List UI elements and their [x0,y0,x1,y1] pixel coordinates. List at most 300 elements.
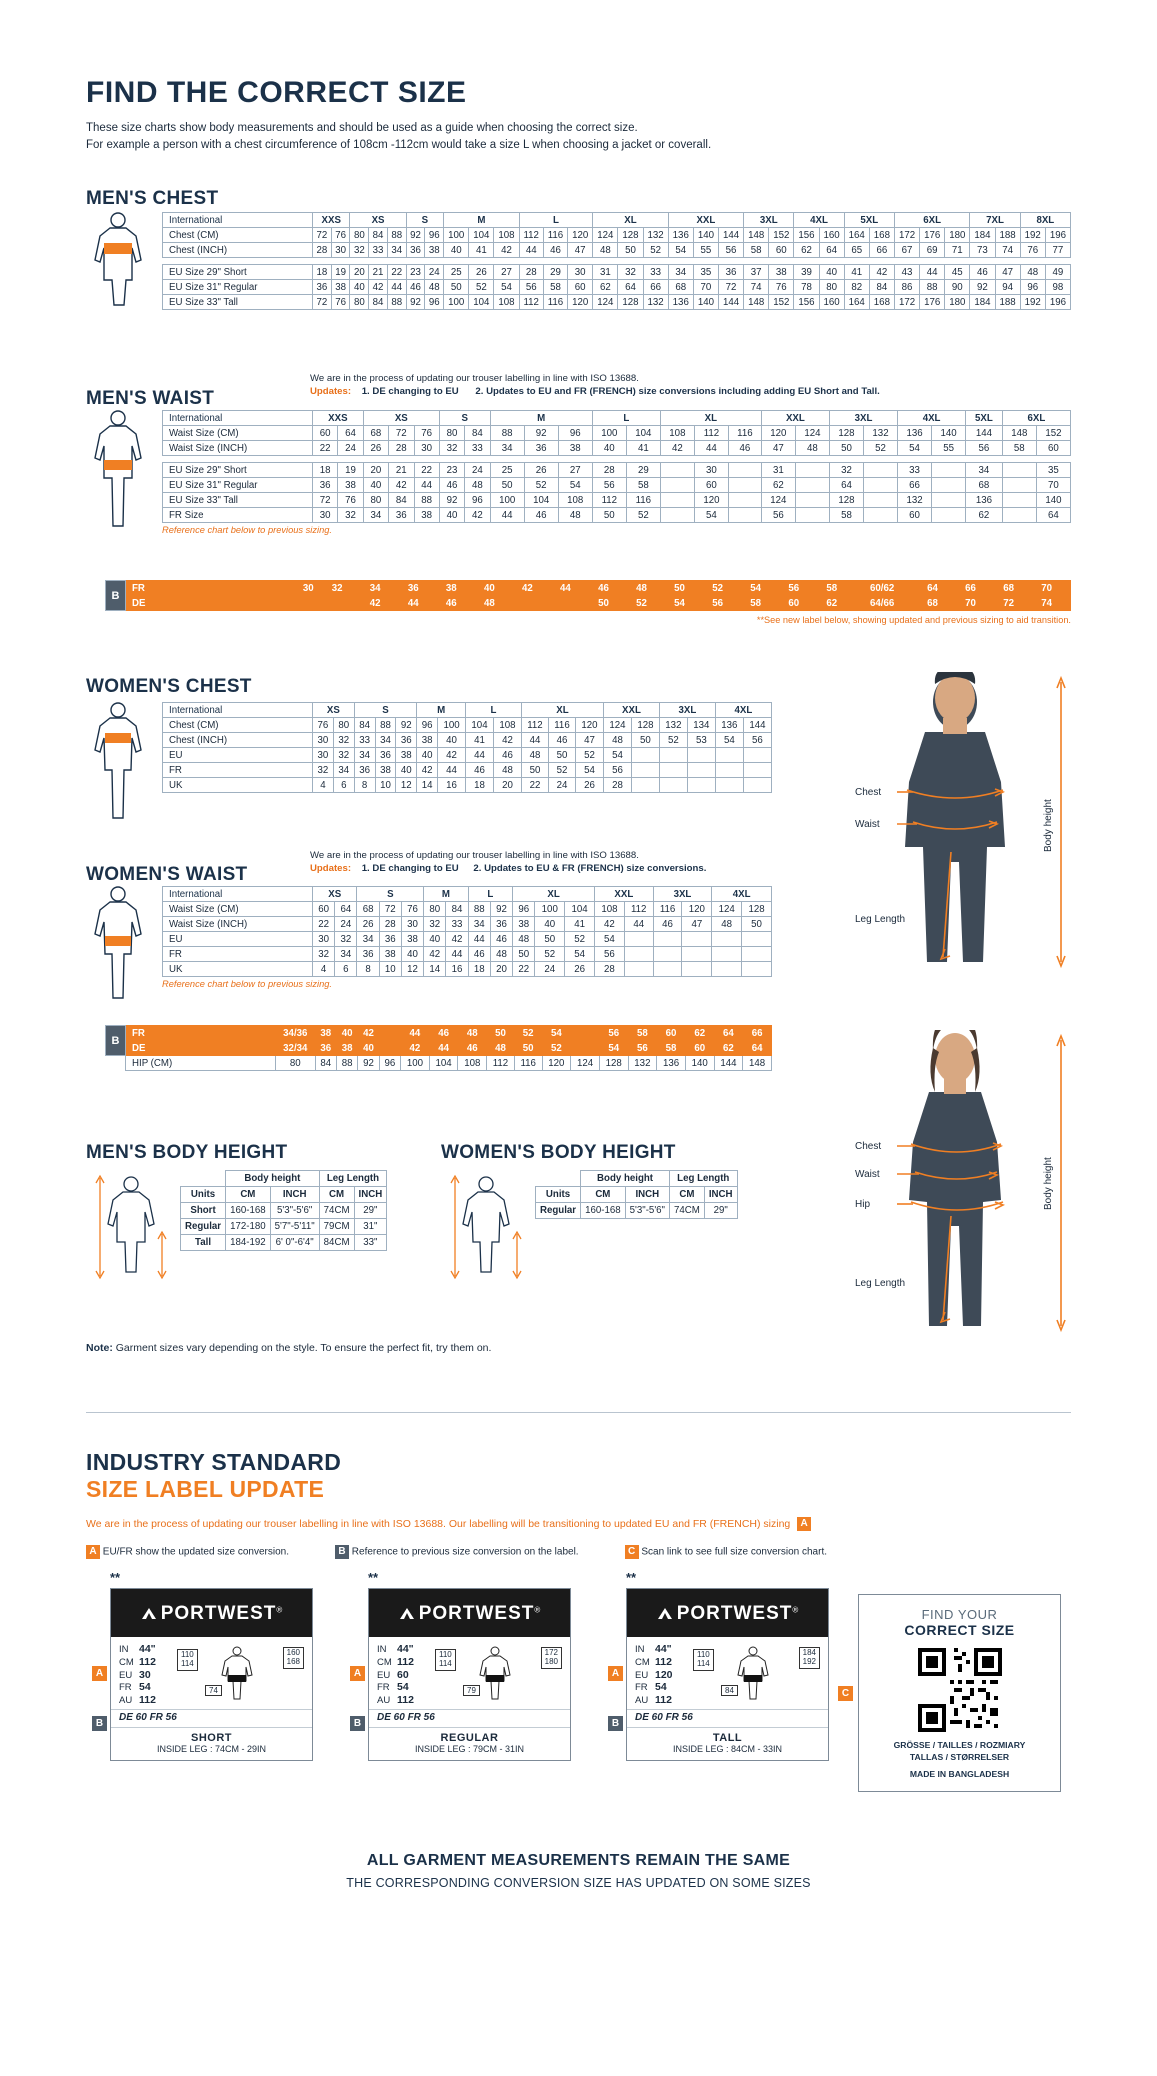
previous-sizing-row [106,596,1071,611]
table-cell: 52 [659,733,687,748]
table-cell: 29 [626,463,660,478]
industry-key-tag: B [335,1545,349,1559]
label-code-row [635,1643,693,1656]
table-cell: 42 [389,478,414,493]
row-label: FR [163,763,313,778]
table-cell: 136 [657,1056,686,1071]
table-cell: 35 [693,265,718,280]
table-cell: 108 [595,902,625,917]
label-code-row [119,1694,177,1707]
table-cell: 27 [558,463,592,478]
table-cell [390,596,399,611]
table-cell: 160-168 [581,1203,626,1219]
table-cell: 124 [712,902,742,917]
table-cell: 132 [659,718,687,733]
table-cell: 128 [742,902,772,917]
table-cell: 80 [333,718,354,733]
table-cell [624,947,653,962]
label-code-value: 44" [655,1643,672,1655]
table-cell: 144 [718,295,743,310]
table-cell: 40 [401,947,423,962]
table-cell: 54 [494,280,519,295]
womens-waist-ref-note: Reference chart below to previous sizing. [162,979,333,989]
row-label: Waist Size (CM) [163,426,313,441]
label-code-value: 112 [655,1655,672,1668]
table-cell [551,596,580,611]
label-stars: ** [110,1570,121,1585]
table-cell: 74 [1032,596,1061,611]
table-cell: 68 [363,426,388,441]
label-code-value: 112 [655,1694,672,1707]
table-cell: 34/36 [276,1026,316,1041]
table-cell: 72 [379,902,401,917]
table-cell: 104 [429,1056,458,1071]
table-cell: 108 [660,426,694,441]
table-cell: 12 [401,962,423,977]
table-cell [682,932,712,947]
table-cell: 92 [396,718,417,733]
label-tag-b: B [92,1716,107,1731]
table-header-cell: 4XL [712,887,772,902]
table-cell: 108 [494,228,519,243]
table-cell: 168 [869,295,894,310]
table-cell: 32 [313,947,335,962]
table-row [181,1203,387,1219]
previous-sizing-row [106,1041,772,1056]
table-row [163,441,1071,456]
table-cell [656,596,665,611]
label-code-key: AU [635,1695,649,1707]
table-row [163,763,772,778]
label-code-key: EU [635,1669,649,1681]
intro-line-1: These size charts show body measurements and should be used as a guide when choosing the correct size. [86,122,638,134]
table-cell: 52 [626,508,660,523]
table-cell: 69 [920,243,945,258]
table-cell: 58 [628,1026,657,1041]
hip-row [106,1056,772,1071]
industry-desc-tag: A [797,1517,811,1531]
table-cell [985,581,994,596]
table-cell [504,596,513,611]
table-cell: 30 [401,917,423,932]
table-cell: 74 [995,243,1020,258]
bottom-line-2: THE CORRESPONDING CONVERSION SIZE HAS UPDATED ON SOME SIZES [346,1876,811,1890]
table-row [163,280,1071,295]
table-cell: 41 [626,441,660,456]
table-cell: 58 [626,478,660,493]
portwest-logo-icon [141,1608,157,1620]
table-cell: 31 [593,265,618,280]
label-code-value: 30 [139,1668,151,1681]
womens-waist-update-note [310,850,772,874]
womens-chest-section [86,676,686,698]
label-code-value: 44" [397,1643,414,1655]
table-cell: 46 [490,932,512,947]
table-header-cell: XXS [313,213,350,228]
table-cell: 80 [350,228,369,243]
table-cell: 84CM [319,1235,354,1251]
table-header-row [181,1187,387,1203]
table-cell [352,581,361,596]
table-row [163,718,772,733]
womens-height-figure [447,1172,525,1282]
table-cell [932,493,966,508]
row-label: HIP (CM) [126,1056,276,1071]
table-cell: 5'3"-5'6" [625,1203,669,1219]
table-cell: 48 [795,441,829,456]
table-spacer-row [163,258,1071,265]
table-cell: 84 [465,426,490,441]
table-cell: 24 [548,778,575,793]
table-header-cell: Leg Length [319,1171,387,1187]
table-cell: 38 [336,1041,357,1056]
table-cell: 76 [769,280,794,295]
portwest-logo-icon [657,1608,673,1620]
table-cell: 148 [744,295,769,310]
table-cell: 44 [521,733,548,748]
table-header-cell: L [519,213,593,228]
table-cell: 44 [438,763,466,778]
table-cell: 64 [338,426,363,441]
table-cell: 120 [568,295,593,310]
qr-code-icon[interactable] [918,1648,1002,1732]
row-label: EU [163,748,313,763]
label-code-value: 112 [397,1694,414,1707]
table-cell: 36 [313,280,332,295]
table-header-cell: S [406,213,443,228]
row-label: Regular [536,1203,581,1219]
female-model-illustration [855,1030,1075,1340]
table-cell: 112 [519,228,543,243]
table-cell: 38 [331,280,350,295]
table-header-cell: XS [313,887,357,902]
table-cell: 64 [918,581,947,596]
table-cell: 34 [333,763,354,778]
table-cell: 124 [795,426,829,441]
table-cell [947,596,956,611]
table-cell [513,596,542,611]
table-cell: 46 [653,917,682,932]
table-cell: 84 [869,280,894,295]
table-cell: 60 [313,902,335,917]
table-cell: 36 [379,932,401,947]
table-cell: 14 [417,778,438,793]
table-cell: 108 [494,295,519,310]
table-cell: 32 [618,265,643,280]
table-cell: 92 [406,228,425,243]
table-cell: 62 [966,508,1003,523]
table-cell [947,581,956,596]
table-cell [631,778,659,793]
table-cell: 44 [387,280,406,295]
table-cell: 22 [414,463,439,478]
table-cell: 46 [970,265,995,280]
table-cell: 66 [869,243,894,258]
table-cell [285,581,294,596]
table-cell: 44 [401,1026,430,1041]
table-cell: 168 [869,228,894,243]
table-cell: 116 [543,295,567,310]
label-box-right: 184 192 [799,1647,820,1669]
table-cell: 124 [761,493,795,508]
table-cell: 40 [417,748,438,763]
table-cell: 46 [406,280,425,295]
table-header-cell: INCH [704,1187,737,1203]
table-cell: 34 [966,463,1003,478]
mens-waist-heading: MEN'S WAIST [86,388,215,409]
table-header-cell: S [439,411,490,426]
label-code-row [377,1681,435,1694]
male-chest-label: Chest [855,787,882,798]
table-cell: 32 [323,581,352,596]
table-cell: 160-168 [226,1203,271,1219]
table-cell: 56 [718,243,743,258]
table-cell: 54 [595,932,625,947]
male-torso-icon [86,210,150,315]
label-code-key: EU [119,1669,133,1681]
table-cell [932,508,966,523]
table-cell: 108 [458,1056,487,1071]
male-waist-label: Waist [855,819,880,830]
table-cell: 32 [829,463,863,478]
table-cell [846,581,855,596]
table-header-cell: CM [319,1187,354,1203]
table-cell: 152 [1036,426,1070,441]
table-cell: 54 [558,478,592,493]
table-header-cell: 8XL [1020,213,1070,228]
table-cell: 46 [458,1041,487,1056]
table-cell: 116 [728,426,761,441]
table-cell: 41 [565,917,595,932]
table-cell: 52 [524,478,558,493]
table-cell: 92 [406,295,425,310]
table-cell: 60 [769,243,794,258]
table-cell: 42 [494,733,522,748]
table-cell: 124 [593,295,618,310]
table-cell [618,581,627,596]
table-cell: 148 [1002,426,1036,441]
table-cell [863,478,897,493]
table-cell: 32 [333,748,354,763]
table-cell [428,596,437,611]
table-cell: 136 [966,493,1003,508]
units-label: Units [536,1187,581,1203]
table-cell: 38 [417,733,438,748]
table-cell: 96 [465,493,490,508]
table-cell [660,463,694,478]
table-cell: 6' 0"-6'4" [270,1235,319,1251]
table-cell: 60 [568,280,593,295]
table-cell: 38 [558,441,592,456]
table-cell: 54 [576,763,604,778]
table-cell: 72 [389,426,414,441]
table-cell: 144 [714,1056,743,1071]
table-cell: 25 [490,463,524,478]
table-cell: 8 [354,778,375,793]
qr-block [841,1594,1061,1792]
male-model-illustration [855,672,1075,972]
table-cell: 64 [618,280,643,295]
table-cell: 36 [490,917,512,932]
table-header-cell: International [163,213,313,228]
table-cell: 120 [568,228,593,243]
table-cell: 48 [593,243,618,258]
womens-chest-table-wrap [162,702,772,793]
table-cell: 29 [543,265,567,280]
table-header-row [536,1187,738,1203]
table-cell: 16 [438,778,466,793]
womens-waist-figure [86,884,150,1009]
womens-waist-update-1: 1. DE changing to EU [361,863,459,874]
table-cell: 40 [439,508,464,523]
table-cell: 32 [424,917,446,932]
table-cell: 64 [1036,508,1070,523]
table-cell: 50 [829,441,863,456]
table-cell: 60 [1036,441,1070,456]
table-header-cell: 4XL [715,703,771,718]
table-cell: 50 [535,932,565,947]
table-cell: 26 [576,778,604,793]
table-cell: 48 [487,1041,515,1056]
table-cell [932,463,966,478]
table-cell: 192 [1020,228,1045,243]
table-cell: 40 [444,243,469,258]
garment-note [86,1342,886,1354]
table-cell: 77 [1045,243,1070,258]
table-cell: 36 [313,478,338,493]
table-cell: 54 [599,1041,628,1056]
industry-key-text: Reference to previous size conversion on the label. [351,1546,579,1558]
table-row [181,1235,387,1251]
table-cell: 134 [687,718,715,733]
mens-chest-section [86,188,1071,210]
table-cell: 24 [465,463,490,478]
table-cell: 30 [313,508,338,523]
table-cell: 42 [869,265,894,280]
table-header-row [536,1171,738,1187]
table-cell: 66 [643,280,668,295]
table-cell: 12 [396,778,417,793]
table-cell: 60 [694,478,728,493]
table-cell [712,947,742,962]
female-body-height-label: Body height [1043,1157,1054,1210]
table-cell: 90 [945,280,970,295]
table-cell: 116 [514,1056,542,1071]
male-waist-icon [86,408,150,538]
previous-sizing-tag: B [106,581,126,611]
table-cell: 92 [970,280,995,295]
table-cell: 128 [631,718,659,733]
table-cell: 48 [458,1026,487,1041]
table-cell [1061,596,1070,611]
label-box-left: 110 114 [693,1649,714,1671]
table-cell: 80 [819,280,844,295]
table-cell: 40 [358,1041,379,1056]
label-code-row [119,1643,177,1656]
table-cell: 68 [966,478,1003,493]
table-cell: 26 [524,463,558,478]
table-cell [656,581,665,596]
table-cell: 52 [469,280,494,295]
label-code-value: 112 [139,1694,156,1707]
table-cell: 156 [794,228,819,243]
table-cell: 74CM [670,1203,705,1219]
table-cell: 160 [819,295,844,310]
table-cell: 76 [414,426,439,441]
table-cell [795,508,829,523]
table-cell: 18 [468,962,490,977]
table-header-cell: CM [226,1187,271,1203]
table-cell: 140 [1036,493,1070,508]
table-cell: 52 [863,441,897,456]
table-cell: 136 [668,228,693,243]
table-row [163,508,1071,523]
table-cell: 40 [535,917,565,932]
table-cell: 18 [313,463,338,478]
table-cell: 47 [576,733,604,748]
label-code-row [635,1656,693,1669]
table-cell [808,596,817,611]
table-cell: 148 [744,228,769,243]
table-cell: 48 [425,280,444,295]
table-cell [728,508,761,523]
table-cell: 44 [399,596,428,611]
table-cell: 80 [363,493,388,508]
table-header-cell: CM [581,1187,626,1203]
table-cell: 34 [490,441,524,456]
table-cell: 140 [693,228,718,243]
female-hip-label: Hip [855,1199,871,1210]
table-cell: 62 [817,596,846,611]
table-cell: 120 [682,902,712,917]
table-cell: 72 [313,228,332,243]
table-header-cell: International [163,703,313,718]
row-label: UK [163,778,313,793]
table-cell: 56 [628,1041,657,1056]
label-code-key: CM [377,1656,392,1668]
table-cell: 76 [313,718,334,733]
table-cell: 20 [363,463,388,478]
table-cell: 44 [429,1041,458,1056]
table-cell: 56 [603,763,631,778]
label-fit: SHORT [191,1731,232,1744]
label-code-value: 120 [655,1668,673,1681]
table-cell: 55 [693,243,718,258]
table-header-cell: L [592,411,660,426]
table-cell: 92 [439,493,464,508]
table-cell: 54 [565,947,595,962]
bottom-line-1: ALL GARMENT MEASUREMENTS REMAIN THE SAME [366,1852,791,1869]
table-cell [1002,493,1036,508]
table-cell: 192 [1020,295,1045,310]
table-cell: 132 [898,493,932,508]
table-cell: 55 [932,441,966,456]
table-cell: 196 [1045,295,1070,310]
table-cell: 80 [439,426,464,441]
table-cell: 82 [844,280,869,295]
table-cell: 50 [487,1026,515,1041]
table-cell: 120 [576,718,604,733]
table-cell [795,478,829,493]
table-header-cell: S [357,887,424,902]
table-cell: 140 [685,1056,714,1071]
table-row [163,748,772,763]
table-cell: 128 [618,295,643,310]
table-cell: 108 [558,493,592,508]
label-brand-header [111,1589,312,1637]
table-cell: 18 [313,265,332,280]
table-cell [659,748,687,763]
